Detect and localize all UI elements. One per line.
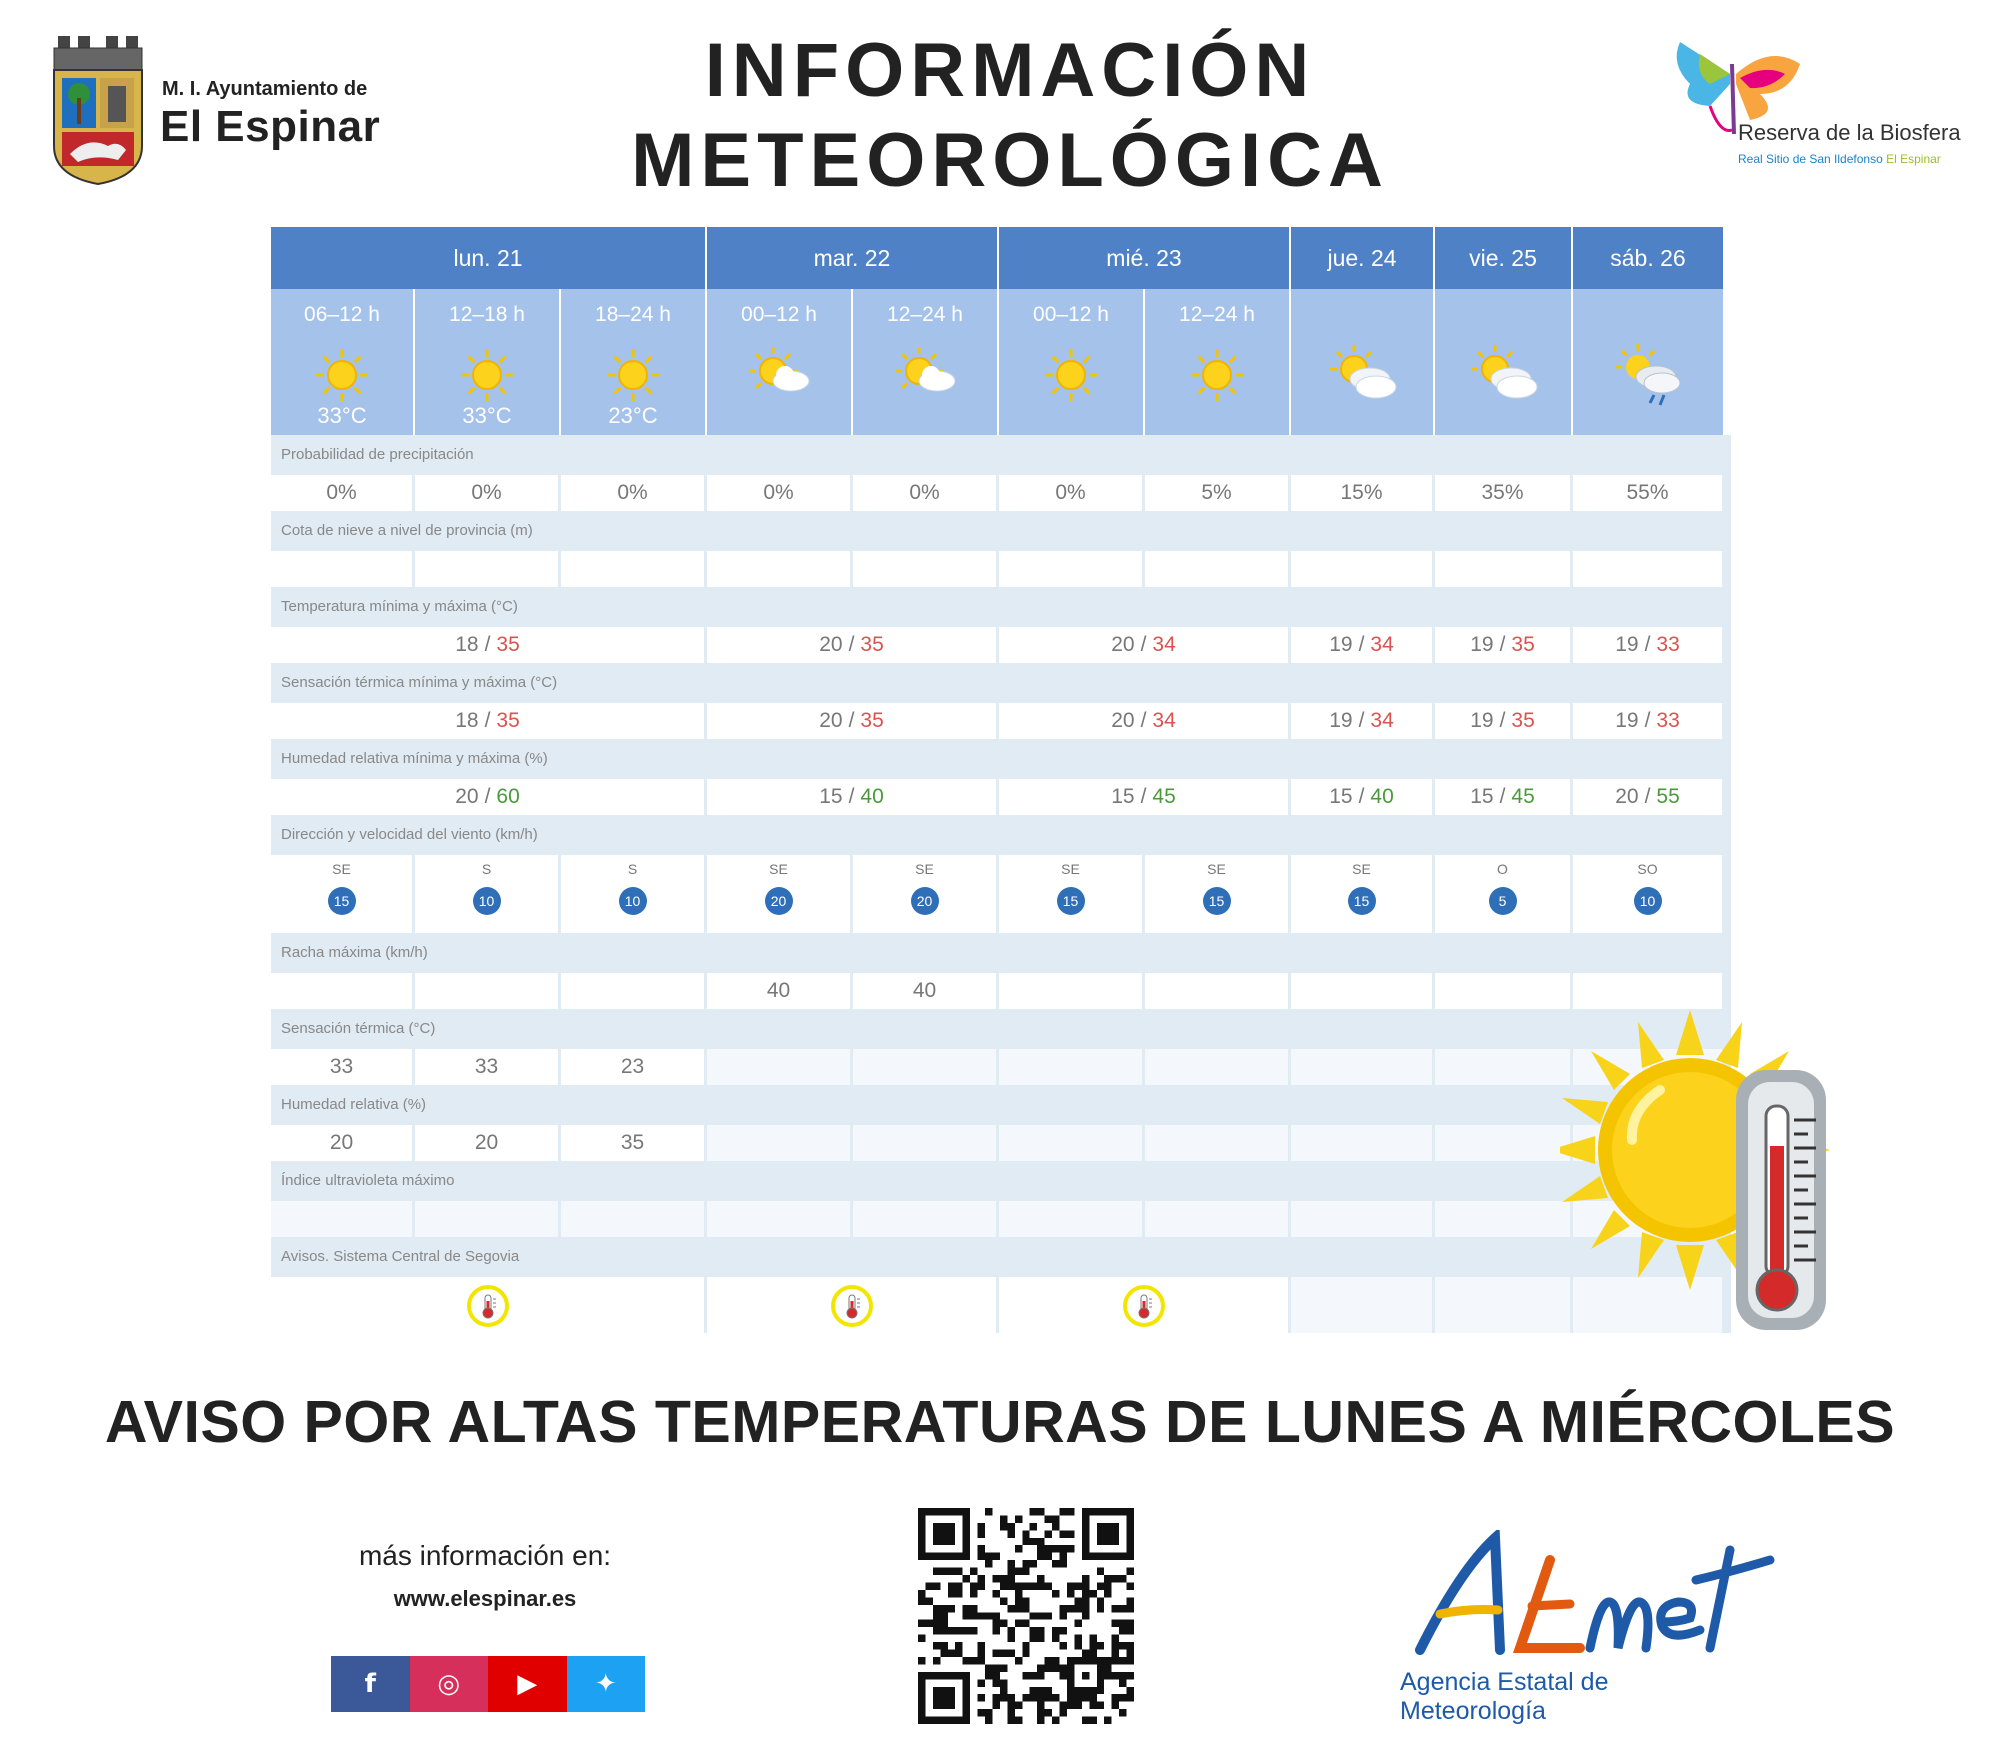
- max-value: 33: [1656, 709, 1680, 732]
- wind-speed-icon: 15: [328, 887, 356, 915]
- warnings-label: Avisos. Sistema Central de Segovia: [271, 1237, 1731, 1277]
- wind-direction: SE: [769, 861, 788, 877]
- max-value: 35: [860, 709, 884, 732]
- period-cell: [999, 289, 1145, 435]
- value-cell: [1435, 973, 1573, 1009]
- max-value: 60: [496, 785, 520, 808]
- sun-icon: [451, 339, 523, 411]
- max-value: 55: [1656, 785, 1680, 808]
- value-cell: [853, 551, 999, 587]
- max-value: 34: [1370, 633, 1394, 656]
- wind-speed-icon: 10: [473, 887, 501, 915]
- period-cell: [561, 289, 707, 435]
- period-label: 12–24 h: [887, 303, 963, 326]
- max-value: 40: [1370, 785, 1394, 808]
- min-value: 19: [1615, 709, 1639, 732]
- value-cell: [271, 973, 415, 1009]
- min-max-separator: /: [1140, 633, 1147, 656]
- min-max-separator: /: [1499, 709, 1506, 732]
- value-cell: [561, 855, 707, 933]
- period-label: 12–24 h: [1179, 303, 1255, 326]
- value-cell: 20: [415, 1125, 561, 1161]
- day-value-cell: [1435, 627, 1573, 663]
- aemet-agency-name: Agencia Estatal de Meteorología: [1400, 1668, 1609, 1725]
- day-header[interactable]: lun. 21: [271, 227, 707, 289]
- biosphere-reserve-label: Reserva de la Biosfera: [1738, 120, 1961, 145]
- period-label: 00–12 h: [741, 303, 817, 326]
- value-cell: 20: [271, 1125, 415, 1161]
- value-cell: [561, 973, 707, 1009]
- period-cell: [853, 289, 999, 435]
- wind-label: Dirección y velocidad del viento (km/h): [271, 815, 1731, 855]
- min-value: 19: [1470, 709, 1494, 732]
- max-value: 45: [1511, 785, 1535, 808]
- min-value: 20: [1111, 633, 1135, 656]
- value-cell: [853, 1049, 999, 1085]
- day-value-cell: [1435, 779, 1573, 815]
- max-value: 45: [1152, 785, 1176, 808]
- day-value-cell: [1573, 779, 1725, 815]
- value-cell: [271, 1201, 415, 1237]
- min-max-separator: /: [1499, 785, 1506, 808]
- temp-row: [271, 627, 1731, 663]
- value-cell: [1145, 1201, 1291, 1237]
- rain-cloud-icon: [1612, 339, 1684, 411]
- period-label: 12–18 h: [449, 303, 525, 326]
- wind-speed-icon: 15: [1203, 887, 1231, 915]
- value-cell: 40: [707, 973, 853, 1009]
- warning-cell: [707, 1277, 999, 1333]
- feel-now-label: Sensación térmica (°C): [271, 1009, 1731, 1049]
- max-value: 40: [860, 785, 884, 808]
- feel-now-row: [271, 1049, 1731, 1085]
- feel-label: Sensación térmica mínima y máxima (°C): [271, 663, 1731, 703]
- wind-direction: SE: [915, 861, 934, 877]
- value-cell: [853, 1201, 999, 1237]
- value-cell: [415, 855, 561, 933]
- page-title: [560, 26, 1460, 206]
- wind-direction: SE: [332, 861, 351, 877]
- wind-direction: S: [627, 861, 638, 877]
- biosphere-sub-a: Real Sitio de San Ildefonso: [1738, 152, 1887, 166]
- wind-speed-icon: 20: [911, 887, 939, 915]
- period-cell: [1573, 289, 1725, 435]
- period-temp: 33°C: [317, 403, 367, 428]
- min-max-separator: /: [1644, 709, 1651, 732]
- period-label: 06–12 h: [304, 303, 380, 326]
- value-cell: 0%: [707, 475, 853, 511]
- value-cell: [561, 1201, 707, 1237]
- warning-cell: [1291, 1277, 1435, 1333]
- min-max-separator: /: [1499, 633, 1506, 656]
- twitter-icon[interactable]: ✦: [567, 1656, 646, 1712]
- aemet-logo: [1400, 1530, 1780, 1660]
- value-cell: [1435, 1049, 1573, 1085]
- period-label: 00–12 h: [1033, 303, 1109, 326]
- value-cell: [1291, 1201, 1435, 1237]
- min-max-separator: /: [1644, 633, 1651, 656]
- warning-cell: [271, 1277, 707, 1333]
- period-cell: [707, 289, 853, 435]
- heat-warning-icon[interactable]: [467, 1285, 509, 1327]
- value-cell: [1435, 1201, 1573, 1237]
- uv-row: [271, 1201, 1731, 1237]
- wind-speed-icon: 10: [619, 887, 647, 915]
- wind-direction: SE: [1061, 861, 1080, 877]
- value-cell: [415, 973, 561, 1009]
- max-value: 34: [1152, 709, 1176, 732]
- value-cell: 33: [415, 1049, 561, 1085]
- warnings-row: [271, 1277, 1731, 1333]
- more-info-label: más información en:: [358, 1540, 612, 1571]
- min-max-separator: /: [848, 633, 855, 656]
- value-cell: [561, 551, 707, 587]
- value-cell: [1291, 973, 1435, 1009]
- max-value: 35: [1511, 633, 1535, 656]
- day-value-cell: [1573, 703, 1725, 739]
- min-value: 20: [455, 785, 479, 808]
- max-value: 35: [1511, 709, 1535, 732]
- humidity-now-row: [271, 1125, 1731, 1161]
- value-cell: [707, 1201, 853, 1237]
- wind-direction: O: [1497, 861, 1508, 877]
- sun-thermometer-illustration: [1560, 1000, 1860, 1340]
- heat-warning-banner: AVISO POR ALTAS TEMPERATURAS DE LUNES A MIÉRCOLES: [104, 1389, 1896, 1455]
- min-max-separator: /: [1358, 709, 1365, 732]
- social-links: [331, 1656, 645, 1712]
- min-value: 19: [1615, 633, 1639, 656]
- min-value: 15: [819, 785, 843, 808]
- municipality-name: El Espinar: [160, 102, 381, 151]
- value-cell: [853, 855, 999, 933]
- day-value-cell: [1291, 779, 1435, 815]
- value-cell: [853, 1125, 999, 1161]
- forecast-table: [271, 227, 1731, 1342]
- wind-speed-icon: 15: [1057, 887, 1085, 915]
- value-cell: 55%: [1573, 475, 1725, 511]
- value-cell: [1291, 1125, 1435, 1161]
- forecast-header: [271, 227, 1731, 435]
- value-cell: [999, 1125, 1145, 1161]
- value-cell: [1145, 1049, 1291, 1085]
- value-cell: [415, 551, 561, 587]
- value-cell: [1435, 1125, 1573, 1161]
- feel-row: [271, 703, 1731, 739]
- day-value-cell: [707, 627, 999, 663]
- day-value-cell: [271, 703, 707, 739]
- max-value: 33: [1656, 633, 1680, 656]
- min-value: 19: [1470, 633, 1494, 656]
- day-header[interactable]: mié. 23: [999, 227, 1291, 289]
- value-cell: 0%: [561, 475, 707, 511]
- period-cell: [415, 289, 561, 435]
- period-cell: [271, 289, 415, 435]
- min-max-separator: /: [484, 633, 491, 656]
- heat-warning-icon[interactable]: [831, 1285, 873, 1327]
- min-value: 19: [1329, 633, 1353, 656]
- value-cell: 40: [853, 973, 999, 1009]
- facebook-icon[interactable]: f: [331, 1656, 410, 1712]
- sun-clouds-icon: [1326, 339, 1398, 411]
- max-value: 35: [496, 633, 520, 656]
- sun-icon: [597, 339, 669, 411]
- value-cell: 33: [271, 1049, 415, 1085]
- min-value: 19: [1329, 709, 1353, 732]
- value-cell: [707, 1049, 853, 1085]
- period-label: [1573, 303, 1723, 327]
- el-espinar-crest-logo: [48, 36, 148, 186]
- wind-speed-icon: 15: [1348, 887, 1376, 915]
- value-cell: [1435, 855, 1573, 933]
- value-cell: 35%: [1435, 475, 1573, 511]
- value-cell: [1291, 855, 1435, 933]
- period-label: [1291, 303, 1433, 327]
- max-value: 34: [1370, 709, 1394, 732]
- title-line-2: METEOROLÓGICA: [631, 118, 1389, 203]
- value-cell: [271, 551, 415, 587]
- snow-label: Cota de nieve a nivel de provincia (m): [271, 511, 1731, 551]
- value-cell: [1145, 973, 1291, 1009]
- value-cell: [707, 1125, 853, 1161]
- day-value-cell: [1291, 627, 1435, 663]
- min-value: 20: [819, 633, 843, 656]
- min-value: 18: [455, 709, 479, 732]
- min-max-separator: /: [1358, 633, 1365, 656]
- warning-cell: [999, 1277, 1291, 1333]
- value-cell: [999, 1201, 1145, 1237]
- min-value: 20: [819, 709, 843, 732]
- value-cell: 0%: [999, 475, 1145, 511]
- sun-icon: [1181, 339, 1253, 411]
- value-cell: [1291, 551, 1435, 587]
- day-value-cell: [271, 779, 707, 815]
- period-cell: [1145, 289, 1291, 435]
- period-cell: [1291, 289, 1435, 435]
- wind-direction: SE: [1207, 861, 1226, 877]
- min-max-separator: /: [848, 709, 855, 732]
- wind-direction: S: [481, 861, 492, 877]
- min-value: 20: [1615, 785, 1639, 808]
- wind-speed-icon: 10: [1634, 887, 1662, 915]
- value-cell: 23: [561, 1049, 707, 1085]
- day-value-cell: [999, 779, 1291, 815]
- title-line-1: INFORMACIÓN: [704, 28, 1316, 113]
- day-value-cell: [1573, 627, 1725, 663]
- day-value-cell: [999, 627, 1291, 663]
- value-cell: [1291, 1049, 1435, 1085]
- website-link[interactable]: www.elespinar.es: [393, 1586, 577, 1611]
- value-cell: 5%: [1145, 475, 1291, 511]
- max-value: 34: [1152, 633, 1176, 656]
- value-cell: [999, 1049, 1145, 1085]
- period-label: [1435, 303, 1571, 327]
- wind-direction: SE: [1352, 861, 1371, 877]
- gust-label: Racha máxima (km/h): [271, 933, 1731, 973]
- value-cell: [1435, 551, 1573, 587]
- day-header[interactable]: mar. 22: [707, 227, 999, 289]
- min-max-separator: /: [1140, 709, 1147, 732]
- min-value: 15: [1329, 785, 1353, 808]
- sun-cloud-icon: [889, 339, 961, 411]
- qr-code[interactable]: [918, 1508, 1134, 1724]
- period-label: 18–24 h: [595, 303, 671, 326]
- max-value: 35: [496, 709, 520, 732]
- biosphere-reserve-sublabel: [1738, 152, 1941, 166]
- min-max-separator: /: [484, 709, 491, 732]
- value-cell: [999, 551, 1145, 587]
- min-max-separator: /: [484, 785, 491, 808]
- max-value: 35: [860, 633, 884, 656]
- value-cell: 35: [561, 1125, 707, 1161]
- min-max-separator: /: [1644, 785, 1651, 808]
- value-cell: 0%: [271, 475, 415, 511]
- youtube-icon[interactable]: ▶: [488, 1656, 567, 1712]
- value-cell: [1145, 551, 1291, 587]
- precip-row: [271, 475, 1731, 511]
- humidity-now-label: Humedad relativa (%): [271, 1085, 1731, 1125]
- snow-row: [271, 551, 1731, 587]
- value-cell: 15%: [1291, 475, 1435, 511]
- min-value: 15: [1470, 785, 1494, 808]
- day-value-cell: [999, 703, 1291, 739]
- min-max-separator: /: [1358, 785, 1365, 808]
- day-value-cell: [707, 779, 999, 815]
- sun-clouds-icon: [1467, 339, 1539, 411]
- value-cell: [999, 855, 1145, 933]
- value-cell: [999, 973, 1145, 1009]
- day-value-cell: [1291, 703, 1435, 739]
- value-cell: [271, 855, 415, 933]
- wind-direction: SO: [1637, 861, 1658, 877]
- min-value: 18: [455, 633, 479, 656]
- day-header[interactable]: jue. 24: [1291, 227, 1435, 289]
- ayuntamiento-label: M. I. Ayuntamiento de: [162, 78, 368, 100]
- value-cell: [1145, 855, 1291, 933]
- gust-row: [271, 973, 1731, 1009]
- value-cell: 0%: [853, 475, 999, 511]
- day-value-cell: [1435, 703, 1573, 739]
- value-cell: [707, 551, 853, 587]
- humidity-row: [271, 779, 1731, 815]
- heat-warning-icon[interactable]: [1123, 1285, 1165, 1327]
- value-cell: 0%: [415, 475, 561, 511]
- value-cell: [1573, 551, 1725, 587]
- wind-speed-icon: 5: [1489, 887, 1517, 915]
- period-temp: 33°C: [462, 403, 512, 428]
- period-temp: 23°C: [608, 403, 658, 428]
- sun-icon: [1035, 339, 1107, 411]
- day-header[interactable]: sáb. 26: [1573, 227, 1725, 289]
- instagram-icon[interactable]: ◎: [410, 1656, 489, 1712]
- min-max-separator: /: [1140, 785, 1147, 808]
- temp-label: Temperatura mínima y máxima (°C): [271, 587, 1731, 627]
- sun-cloud-icon: [743, 339, 815, 411]
- wind-row: [271, 855, 1731, 933]
- sun-icon: [306, 339, 378, 411]
- humidity-label: Humedad relativa mínima y máxima (%): [271, 739, 1731, 779]
- min-max-separator: /: [848, 785, 855, 808]
- value-cell: [1573, 855, 1725, 933]
- day-value-cell: [707, 703, 999, 739]
- day-value-cell: [271, 627, 707, 663]
- period-cell: [1435, 289, 1573, 435]
- min-value: 15: [1111, 785, 1135, 808]
- precip-label: Probabilidad de precipitación: [271, 435, 1731, 475]
- day-header[interactable]: vie. 25: [1435, 227, 1573, 289]
- uv-label: Índice ultravioleta máximo: [271, 1161, 1731, 1201]
- warning-cell: [1435, 1277, 1573, 1333]
- value-cell: [1145, 1125, 1291, 1161]
- value-cell: [415, 1201, 561, 1237]
- value-cell: [707, 855, 853, 933]
- biosphere-sub-b: El Espinar: [1886, 152, 1941, 166]
- min-value: 20: [1111, 709, 1135, 732]
- wind-speed-icon: 20: [765, 887, 793, 915]
